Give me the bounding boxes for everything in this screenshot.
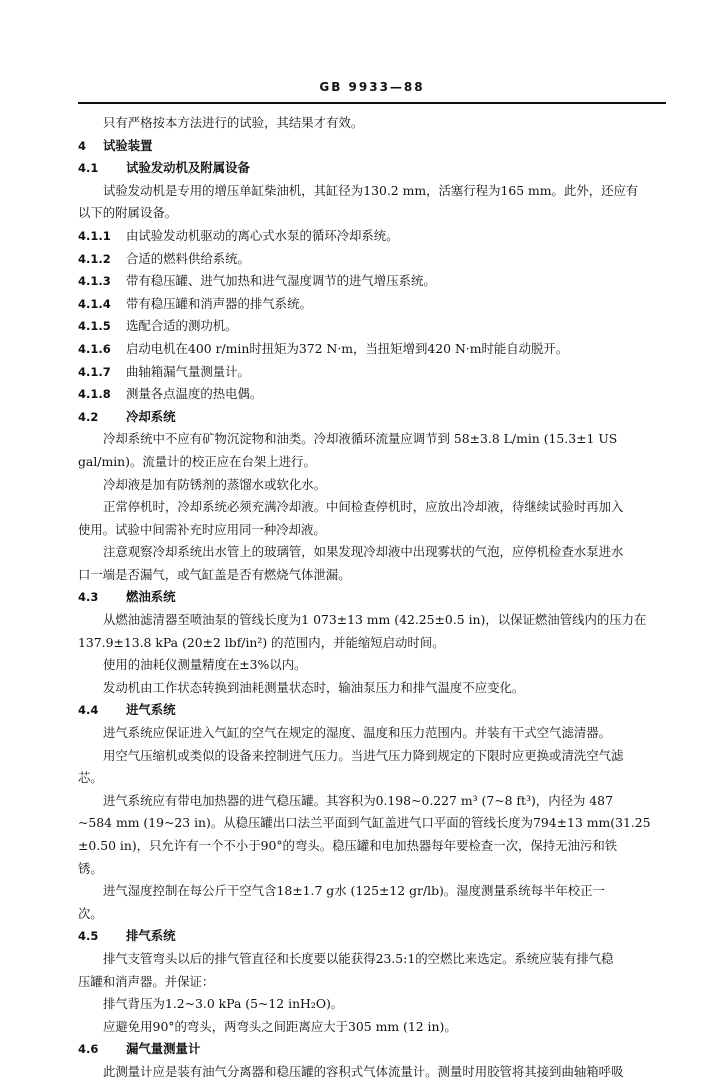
- line-text: 从燃油滤清器至喷油泵的管线长度为1 073±13 mm (42.25±0.5 in)，以保证燃油管线内的压力在: [103, 612, 647, 628]
- section-title: 燃油系统: [126, 589, 176, 605]
- paragraph-line: [78, 1061, 666, 1084]
- paragraph-continuation: [78, 903, 666, 926]
- section-title: 排气系统: [126, 928, 176, 944]
- paragraph-line: [78, 745, 666, 768]
- list-item: [78, 338, 666, 361]
- paragraph-line: [78, 496, 666, 519]
- line-text: 此测量计应是装有油气分离器和稳压罐的容积式气体流量计。测量时用胶管将其接到曲轴箱呼吸: [103, 1063, 624, 1079]
- section-heading: [78, 699, 666, 722]
- line-text: 正常停机时，冷却系统必须充满冷却液。中间检查停机时，应放出冷却液，待继续试验时再加入: [103, 499, 624, 515]
- line-text: 口一端是否漏气，或气缸盖是否有燃烧气体泄漏。: [78, 566, 351, 582]
- item-text: 曲轴箱漏气量测量计。: [126, 363, 250, 379]
- clause-number: 4: [78, 138, 87, 153]
- section-heading: [78, 157, 666, 180]
- paragraph-line: [78, 993, 666, 1016]
- section-heading: [78, 135, 666, 158]
- section-heading: [78, 925, 666, 948]
- item-text: 由试验发动机驱动的离心式水泵的循环冷却系统。: [126, 227, 399, 243]
- list-item: [78, 361, 666, 384]
- paragraph-continuation: [78, 451, 666, 474]
- section-heading: [78, 586, 666, 609]
- line-text: 次。: [78, 905, 103, 921]
- clause-number: 4.1.3: [78, 274, 111, 289]
- paragraph-continuation: [78, 202, 666, 225]
- paragraph-continuation: [78, 835, 666, 858]
- paragraph-line: [78, 654, 666, 677]
- clause-number: 4.1: [78, 161, 99, 176]
- line-text: 锈。: [78, 860, 103, 876]
- line-text: 冷却液是加有防锈剂的蒸馏水或软化水。: [103, 476, 327, 492]
- line-text: 排气背压为1.2~3.0 kPa (5~12 inH₂O)。: [103, 996, 344, 1012]
- line-text: ±0.50 in)，只允许有一个不小于90°的弯头。稳压罐和电加热器每年要检查一次，保持无油污和铁: [78, 838, 618, 853]
- section-title: 进气系统: [126, 702, 176, 718]
- paragraph-line: [78, 880, 666, 903]
- list-item: [78, 293, 666, 316]
- clause-number: 4.1.8: [78, 387, 111, 402]
- paragraph-line: [78, 428, 666, 451]
- paragraph-line: [78, 112, 666, 135]
- paragraph-line: [78, 541, 666, 564]
- paragraph-line: [78, 948, 666, 971]
- clause-number: 4.6: [78, 1042, 99, 1057]
- document-body: [78, 112, 666, 1084]
- paragraph-line: [78, 180, 666, 203]
- list-item: [78, 315, 666, 338]
- line-text: 芯。: [78, 770, 103, 786]
- line-text: 只有严格按本方法进行的试验，其结果才有效。: [103, 115, 364, 130]
- line-text: 137.9±13.8 kPa (20±2 lbf/in²) 的范围内，并能缩短启动时间。: [78, 634, 445, 650]
- line-text: 压罐和消声器。并保证：: [78, 973, 215, 989]
- paragraph-continuation: [78, 519, 666, 542]
- line-text: gal/min)。流量计的校正应在台架上进行。: [78, 453, 316, 469]
- paragraph-continuation: [78, 858, 666, 881]
- page-header: GB 9933—88: [319, 80, 425, 94]
- line-text: 排气支管弯头以后的排气管直径和长度要以能获得23.5:1的空燃比来选定。系统应装有排气稳: [103, 950, 614, 966]
- item-text: 启动电机在400 r/min时扭矩为372 N·m，当扭矩增到420 N·m时能自动脱开。: [126, 340, 569, 356]
- line-text: 用空气压缩机或类似的设备来控制进气压力。当进气压力降到规定的下限时应更换或清洗空气滤: [103, 747, 624, 763]
- clause-number: 4.5: [78, 929, 99, 944]
- section-title: 试验发动机及附属设备: [126, 160, 250, 176]
- paragraph-continuation: [78, 767, 666, 790]
- line-text: 冷却系统中不应有矿物沉淀物和油类。冷却液循环流量应调节到 58±3.8 L/min (15.3±1 US: [103, 431, 618, 447]
- section-heading: [78, 406, 666, 429]
- item-text: 测量各点温度的热电偶。: [126, 386, 263, 402]
- paragraph-continuation: [78, 632, 666, 655]
- line-text: 使用。试验中间需补充时应用同一种冷却液。: [78, 521, 326, 537]
- line-text: 进气系统应有带电加热器的进气稳压罐。其容积为0.198~0.227 m³ (7~8 ft³)，内径为 487: [103, 792, 613, 808]
- line-text: 进气湿度控制在每公斤干空气含18±1.7 g水 (125±12 gr/lb)。湿度测量系统每半年校正一: [103, 883, 605, 899]
- clause-number: 4.3: [78, 590, 99, 605]
- line-text: 注意观察冷却系统出水管上的玻璃管，如果发现冷却液中出现雾状的气泡，应停机检查水泵进水: [103, 544, 624, 560]
- list-item: [78, 270, 666, 293]
- line-text: 试验发动机是专用的增压单缸柴油机，其缸径为130.2 mm，活塞行程为165 mm。此外，还应有: [103, 182, 639, 198]
- list-item: [78, 248, 666, 271]
- item-text: 带有稳压罐和消声器的排气系统。: [126, 295, 312, 311]
- clause-number: 4.1.6: [78, 341, 111, 356]
- line-text: 以下的附属设备。: [78, 205, 178, 221]
- clause-number: 4.1.4: [78, 296, 111, 311]
- paragraph-continuation: [78, 971, 666, 994]
- paragraph-continuation: [78, 812, 666, 835]
- item-text: 选配合适的测功机。: [126, 318, 238, 334]
- paragraph-line: [78, 677, 666, 700]
- item-text: 带有稳压罐、进气加热和进气湿度调节的进气增压系统。: [126, 273, 436, 289]
- section-heading: [78, 1038, 666, 1061]
- paragraph-line: [78, 1016, 666, 1039]
- section-title: 漏气量测量计: [126, 1041, 201, 1057]
- paragraph-line: [78, 722, 666, 745]
- line-text: 进气系统应保证进入气缸的空气在规定的湿度、温度和压力范围内。并装有干式空气滤清器。: [103, 725, 612, 741]
- clause-number: 4.1.5: [78, 319, 111, 334]
- line-text: 使用的油耗仪测量精度在±3%以内。: [103, 657, 307, 673]
- paragraph-continuation: [78, 564, 666, 587]
- clause-number: 4.1.1: [78, 228, 111, 243]
- paragraph-line: [78, 790, 666, 813]
- list-item: [78, 225, 666, 248]
- paragraph-line: [78, 609, 666, 632]
- line-text: 发动机由工作状态转换到油耗测量状态时，输油泵压力和排气温度不应变化。: [103, 679, 525, 695]
- clause-number: 4.2: [78, 409, 99, 424]
- section-title: 冷却系统: [126, 408, 176, 424]
- section-title: 试验装置: [103, 137, 153, 153]
- clause-number: 4.4: [78, 703, 99, 718]
- line-text: ~584 mm (19~23 in)。从稳压罐出口法兰平面到气缸盖进气口平面的管线长度为794±13 mm(31.25: [78, 815, 651, 831]
- line-text: 应避免用90°的弯头，两弯头之间距离应大于305 mm (12 in)。: [103, 1018, 457, 1034]
- item-text: 合适的燃料供给系统。: [126, 250, 250, 266]
- clause-number: 4.1.2: [78, 251, 111, 266]
- list-item: [78, 383, 666, 406]
- header-rule: [78, 102, 666, 104]
- paragraph-line: [78, 474, 666, 497]
- clause-number: 4.1.7: [78, 364, 111, 379]
